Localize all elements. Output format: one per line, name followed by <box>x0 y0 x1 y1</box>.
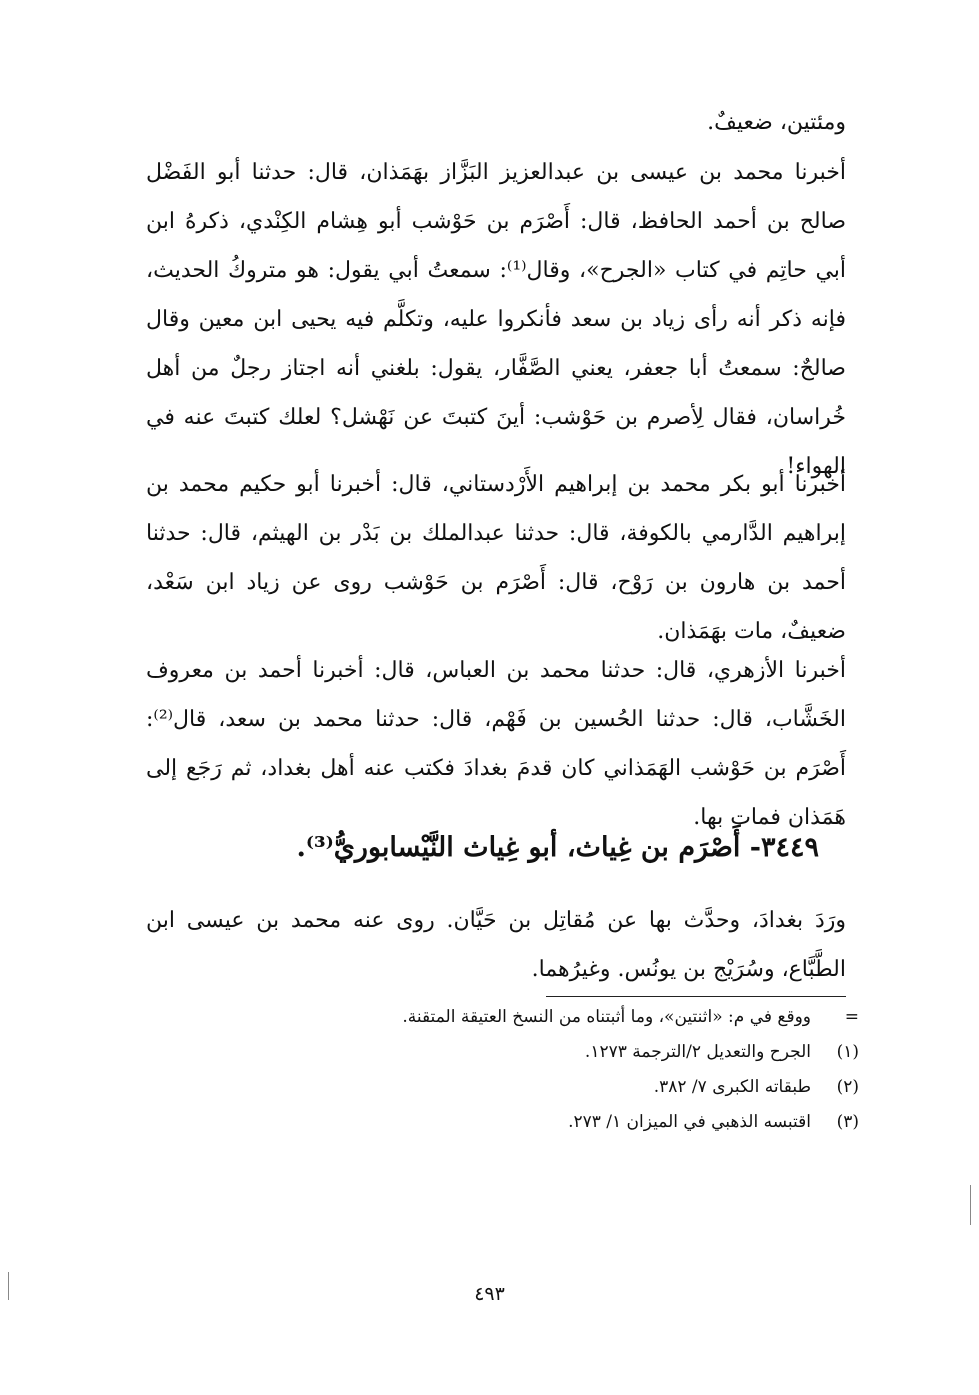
footnote-item <box>159 1105 859 1140</box>
footnote-text: ووقع في م: «اثنتين»، وما أثبتناه من النسخ العتيقة المتقنة. <box>402 1007 811 1027</box>
footnote-item <box>159 1000 859 1035</box>
footnote-number: (٣) <box>836 1112 859 1132</box>
footnote-divider <box>546 996 846 997</box>
footnote-text: طبقاته الكبرى ٧/ ٣٨٢. <box>653 1077 811 1097</box>
scan-edge-mark <box>8 1272 9 1300</box>
paragraph-narration-2: أخبرنا أبو بكر محمد بن إبراهيم الأَرْدستاني، قال: أخبرنا أبو حكيم محمد بن إبراهيم الدَّارمي بالكوفة، قال: حدثنا عبدالملك بن بَدْر بن الهيثم، قال: حدثنا أحمد بن هارون بن رَوْح، قال: أَصْرَم بن حَوْشب روى عن زياد ابن سَعْد، ضعيفٌ، مات بهَمَذان. <box>146 472 846 644</box>
page-number: ٤٩٣ <box>474 1283 505 1305</box>
paragraph-continuation: ومئتين، ضعيفٌ. <box>707 110 846 135</box>
footnote-number: (١) <box>836 1042 859 1062</box>
footnote-text: الجرح والتعديل ٢/الترجمة ١٢٧٣. <box>584 1042 811 1062</box>
paragraph-narration-3: أخبرنا الأزهري، قال: حدثنا محمد بن العباس، قال: أخبرنا أحمد بن معروف الخَشَّاب، قال: حدثنا الحُسين بن فَهْم، قال: حدثنا محمد بن سعد، قال⁽²⁾: أَصْرَم بن حَوْشب الهَمَذاني كان قدمَ بغدادَ فكتب عنه أهل بغداد، ثم رَجَع إلى هَمَذان فمات بها. <box>146 658 847 830</box>
footnote-item <box>159 1035 859 1070</box>
footnote-text: اقتبسه الذهبي في الميزان ١/ ٢٧٣. <box>568 1112 811 1132</box>
footnote-number: (٢) <box>836 1077 859 1097</box>
paragraph-narration-1: أخبرنا محمد بن عيسى بن عبدالعزيز البَزَّاز بهَمَذان، قال: حدثنا أبو الفَضْل صالح بن أحمد الحافظ، قال: أَصْرَم بن حَوْشب أبو هِشام الكِنْدي، ذكرهُ ابن أبي حاتِم في كتاب «الجرح»، وقال⁽¹⁾: سمعتُ أبي يقول: هو متروكُ الحديث، فإنه ذكر أنه رأى زياد بن سعد فأنكروا عليه، وتكلَّم فيه يحيى ابن معين وقال صالحٌ: سمعتُ أبا جعفر، يعني الصَّفَّار، يقول: بلغني أنه اجتاز رجلٌ من أهل خُراسان، فقال لِأصرم بن حَوْشب: أينَ كتبتَ عن نَهْشل؟ لعلك كتبتَ عنه في الهواء! <box>146 160 847 479</box>
footnote-item <box>159 1070 859 1105</box>
footnote-number: = <box>844 1007 859 1027</box>
entry-paragraph: ورَدَ بغدادَ، وحدَّث بها عن مُقاتِل بن حَيَّان. روى عنه محمد بن عيسى ابن الطَّبَّاع، وسُرَيْج بن يونُس. وغيرُهما. <box>146 908 846 982</box>
scan-edge-mark <box>970 1185 971 1225</box>
entry-heading: ٣٤٤٩- أَصْرَم بن غِياث، أبو غِياث النَّيْسابوريُّ⁽³⁾. <box>296 832 819 863</box>
